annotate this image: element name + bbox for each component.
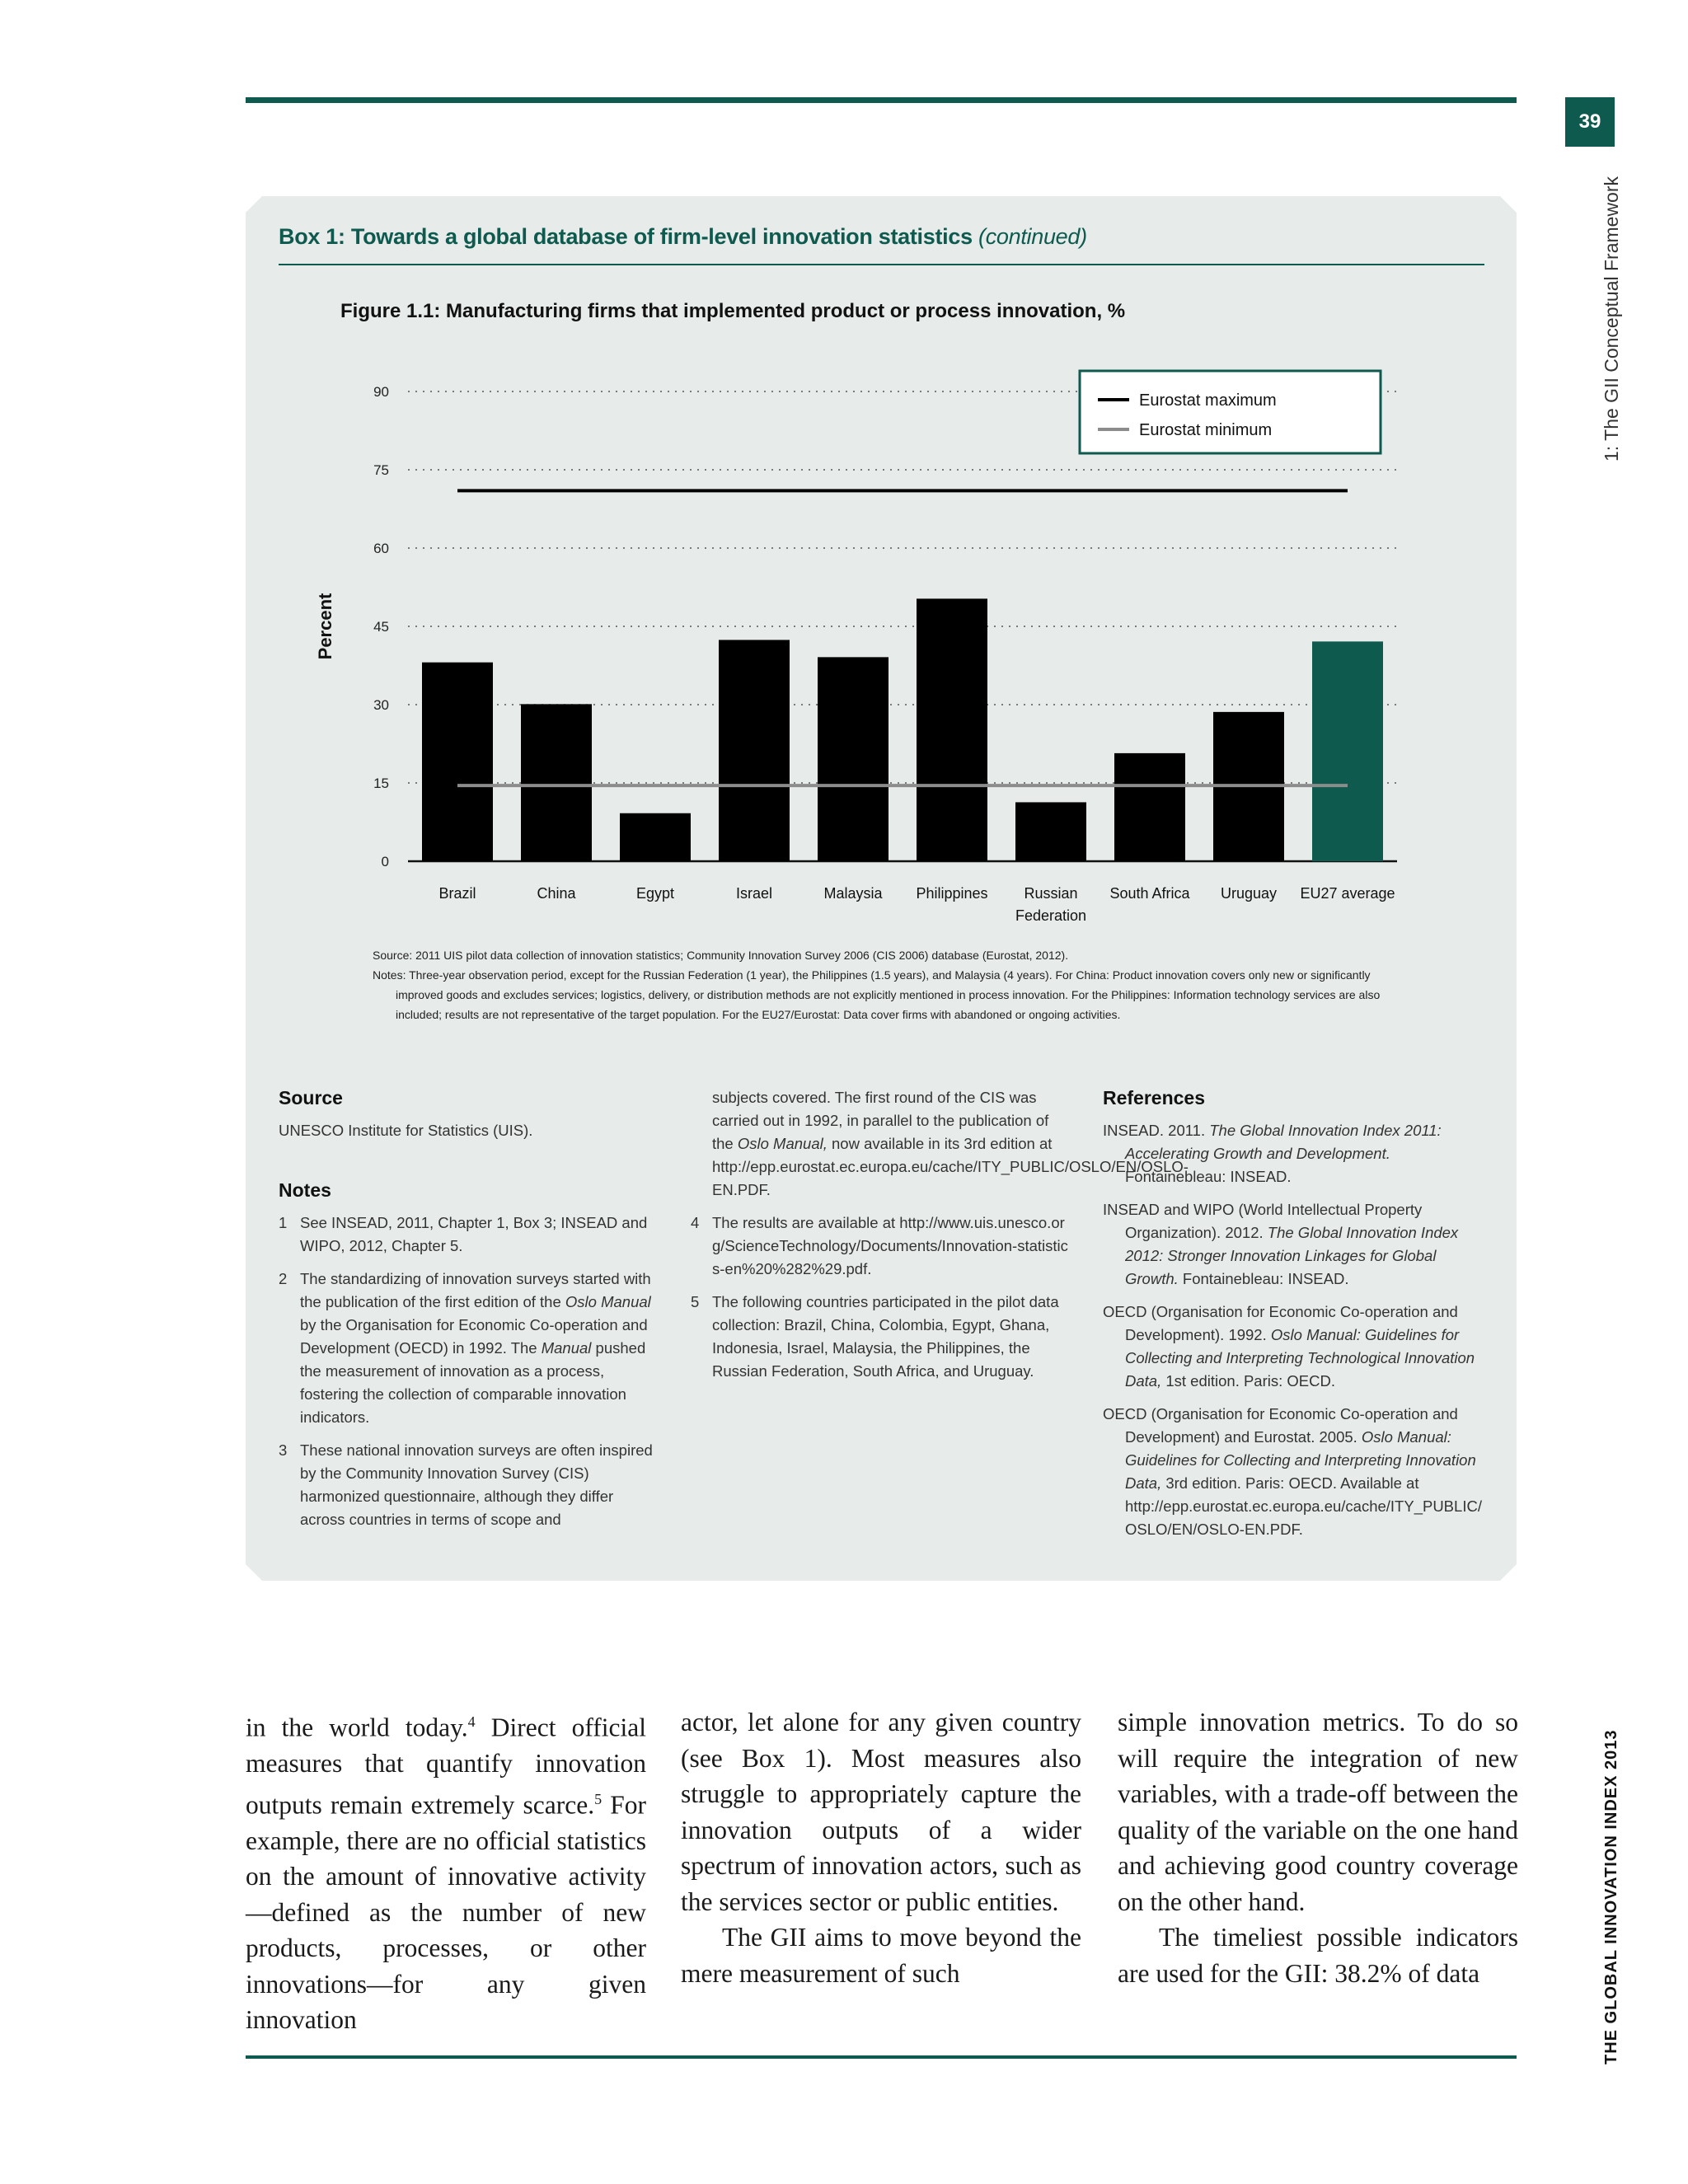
note-text-italic: Oslo Manual,	[737, 1135, 828, 1152]
note-text-part: The standardizing of innovation surveys started with the publication of the first edition of the	[300, 1270, 651, 1310]
note-number: 4	[691, 1214, 700, 1231]
y-tick-label: 60	[373, 541, 389, 556]
reference-title: Oslo Manual: Guidelines for Collecting and Interpreting Technological Innovation Data,	[1125, 1326, 1475, 1390]
note-text-italic: Manual	[541, 1339, 592, 1357]
reference-text: INSEAD. 2011.	[1103, 1122, 1210, 1139]
body-text: in the world today.	[246, 1713, 468, 1742]
bar	[620, 813, 691, 861]
y-tick-label: 75	[373, 462, 389, 478]
x-tick-label: Philippines	[916, 885, 988, 902]
source-heading: Source	[279, 1087, 343, 1108]
x-tick-label: Federation	[1015, 907, 1087, 924]
top-rule	[246, 97, 1517, 103]
legend-label: Eurostat minimum	[1139, 421, 1273, 439]
figure-notes-text: Notes: Three-year observation period, except for the Russian Federation (1 year), the Philippines (1.5 years), and Malaysia (4 years). For China: Product innovation covers only new or significantly improved goods and excludes services; logistics, delivery, or distribution methods are not explicitly mentioned in process innovation. For the Philippines: Information technology services are also included; results are not representative of the target population. For the EU27/Eurostat: Data cover firms with abandoned or ongoing activities.	[373, 968, 1381, 1021]
footnote-ref: 5	[594, 1790, 603, 1807]
note-text: These national innovation surveys are often inspired by the Community Innovation Survey (CIS) harmonized questionnaire, although they differ across countries in terms of scope and	[300, 1441, 653, 1528]
body-column-1	[246, 1704, 646, 2038]
figure-title: Figure 1.1: Manufacturing firms that implemented product or process innovation, %	[340, 300, 1126, 322]
page-number: 39	[1565, 97, 1615, 147]
reference-title: Oslo Manual: Guidelines for Collecting and Interpreting Innovation Data,	[1125, 1428, 1476, 1492]
note-number: 2	[279, 1270, 288, 1287]
body-text: Direct official measures that quantify innovation outputs remain extremely scarce.	[246, 1713, 646, 1819]
y-tick-label: 0	[381, 854, 389, 869]
note-item	[691, 1291, 1070, 1383]
bar	[1114, 753, 1185, 861]
note-item	[279, 1439, 658, 1531]
body-text: For example, there are no official statistics on the amount of innovative activity—defined as the number of new products, processes, or other innovations—for any given innovation	[246, 1790, 646, 2034]
x-tick-label: Uruguay	[1220, 885, 1278, 902]
note-text	[300, 1268, 658, 1429]
figure-notes	[373, 945, 1395, 1024]
reference-text: Fontainebleau: INSEAD.	[1125, 1168, 1292, 1185]
note-number: 1	[279, 1214, 288, 1231]
note-text-part: subjects covered. The first round of the CIS was carried out in 1992, in parallel to the publication of the	[712, 1089, 1049, 1152]
note-text-part: by the Organisation for Economic Co-operation and Development (OECD) in 1992. The	[300, 1316, 648, 1357]
reference-text: 3rd edition. Paris: OECD. Available at http://epp.eurostat.ec.europa.eu/cache/ITY_PUBLIC/OSLO/EN/OSLO-EN.PDF.	[1125, 1474, 1482, 1538]
body-paragraph: The timeliest possible indicators are used for the GII: 38.2% of data	[1118, 1923, 1518, 1988]
reference-text: INSEAD and WIPO (World Intellectual Property Organization). 2012.	[1103, 1201, 1423, 1241]
x-tick-label: Russian	[1024, 885, 1078, 902]
box-title-text: Box 1: Towards a global database of firm-level innovation statistics	[279, 224, 973, 249]
body-paragraph: actor, let alone for any given country (see Box 1). Most measures also struggle to appropriately capture the innovation outputs of a wider spectrum of innovation actors, such as the services sector or public entities.	[681, 1708, 1081, 1916]
notes-heading: Notes	[279, 1179, 331, 1201]
box-title	[279, 224, 1087, 250]
bottom-rule	[246, 2055, 1517, 2059]
bar	[719, 640, 790, 861]
x-tick-label: Malaysia	[823, 885, 883, 902]
x-tick-label: South Africa	[1109, 885, 1190, 902]
bar	[818, 657, 889, 861]
y-tick-label: 15	[373, 776, 389, 791]
box-title-continued: (continued)	[978, 224, 1087, 249]
body-column-3	[1118, 1704, 1518, 1991]
reference-item	[1103, 1403, 1490, 1541]
y-tick-label: 45	[373, 619, 389, 635]
box-title-rule	[279, 264, 1484, 265]
reference-item	[1103, 1198, 1490, 1291]
x-tick-label: EU27 average	[1300, 885, 1395, 902]
chapter-running-head: 1: The GII Conceptual Framework	[1601, 176, 1622, 462]
body-paragraph: The GII aims to move beyond the mere measurement of such	[681, 1923, 1081, 1988]
reference-text: Fontainebleau: INSEAD.	[1178, 1270, 1349, 1287]
body-paragraph: simple innovation metrics. To do so will require the integration of new variables, with a trade-off between the quality of the variable on the one hand and achieving good country coverage on the other hand.	[1118, 1708, 1518, 1916]
bar	[422, 663, 493, 861]
reference-title: The Global Innovation Index 2012: Stronger Innovation Linkages for Global Growth.	[1125, 1224, 1459, 1287]
y-tick-label: 90	[373, 384, 389, 400]
x-tick-label: Israel	[735, 885, 773, 902]
bar	[917, 598, 987, 861]
note-text-part: pushed the measurement of innovation as a process, fostering the collection of comparable innovation indicators.	[300, 1339, 646, 1426]
y-axis-label: Percent	[315, 593, 335, 660]
bar	[1312, 641, 1383, 861]
legend-label: Eurostat maximum	[1139, 391, 1277, 410]
source-text: UNESCO Institute for Statistics (UIS).	[279, 1122, 533, 1139]
references-heading: References	[1103, 1087, 1206, 1108]
y-tick-label: 30	[373, 697, 389, 713]
note-text-part: now available in its 3rd edition at http://epp.eurostat.ec.europa.eu/cache/ITY_PUBLIC/OSLO/EN/OSLO-EN.PDF.	[712, 1135, 1189, 1198]
note-text: See INSEAD, 2011, Chapter 1, Box 3; INSEAD and WIPO, 2012, Chapter 5.	[300, 1214, 648, 1254]
legend-box	[1080, 371, 1381, 453]
figure-source: Source: 2011 UIS pilot data collection of innovation statistics; Community Innovation Survey 2006 (CIS 2006) database (Eurostat, 2012).	[373, 949, 1069, 962]
x-tick-label: Egypt	[635, 885, 675, 902]
x-tick-label: Brazil	[438, 885, 476, 902]
note-item	[279, 1212, 658, 1258]
reference-item	[1103, 1301, 1490, 1393]
note-text: The results are available at http://www.uis.unesco.org/ScienceTechnology/Documents/Innovation-statistics-en%20%282%29.pdf.	[712, 1214, 1068, 1277]
reference-text: OECD (Organisation for Economic Co-operation and Development). 1992.	[1103, 1303, 1458, 1343]
bar-chart	[297, 363, 1418, 940]
note-item	[279, 1268, 658, 1429]
note-item	[691, 1212, 1070, 1281]
reference-text: OECD (Organisation for Economic Co-operation and Development) and Eurostat. 2005.	[1103, 1405, 1458, 1446]
note-text-italic: Oslo Manual	[565, 1293, 651, 1310]
bar	[521, 704, 592, 861]
note-text: The following countries participated in the pilot data collection: Brazil, China, Colombia, Egypt, Ghana, Indonesia, Israel, Malaysia, the Philippines, the Russian Federation, South Africa, and Uruguay.	[712, 1293, 1059, 1380]
box-column-1	[279, 1086, 658, 1541]
reference-item	[1103, 1119, 1490, 1188]
x-tick-label: China	[537, 885, 576, 902]
reference-text: 1st edition. Paris: OECD.	[1161, 1372, 1335, 1390]
publication-running-head: THE GLOBAL INNOVATION INDEX 2013	[1602, 1729, 1620, 2064]
note-number: 5	[691, 1293, 700, 1310]
body-column-2	[681, 1704, 1081, 1991]
footnote-ref: 4	[467, 1713, 476, 1730]
note-number: 3	[279, 1441, 288, 1459]
bar	[1015, 802, 1086, 861]
reference-title: The Global Innovation Index 2011: Accelerating Growth and Development.	[1125, 1122, 1442, 1162]
box-column-3	[1103, 1086, 1490, 1551]
